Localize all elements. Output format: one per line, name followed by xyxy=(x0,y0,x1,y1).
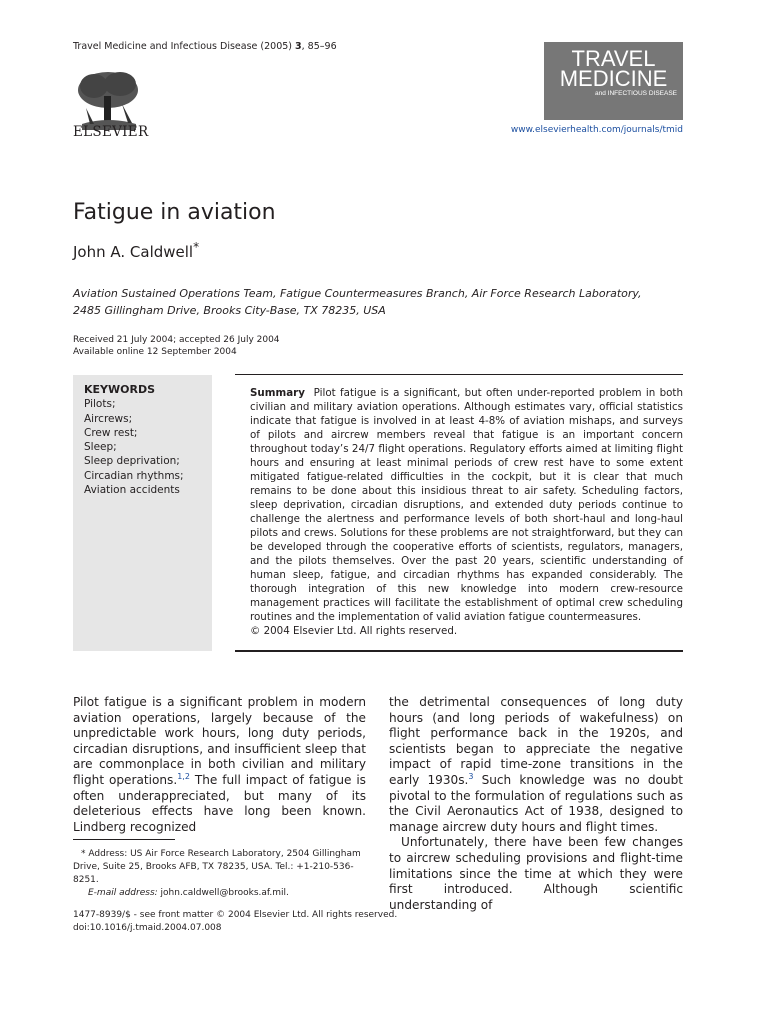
page-footer xyxy=(73,909,397,935)
journal-name: Travel Medicine and Infectious Disease (2005) xyxy=(73,41,296,52)
journal-reference xyxy=(73,41,337,52)
online-date: Available online 12 September 2004 xyxy=(73,346,237,357)
journal-logo-line2: MEDICINE xyxy=(559,66,668,91)
paragraph-text: Pilot fatigue is a significant problem in modern aviation operations, largely because of the unpredictable work hours, long duty periods, circadian disruptions, and insufficient sleep that are commonplace in both civilian and military flight operations. xyxy=(73,695,366,787)
author-text: John A. Caldwell xyxy=(73,243,194,261)
keyword-item: Circadian rhythms; xyxy=(84,469,184,482)
author-name xyxy=(73,240,199,261)
journal-logo-line1: TRAVEL xyxy=(571,46,656,71)
keyword-item: Aviation accidents xyxy=(84,484,180,497)
journal-volume: 3 xyxy=(295,41,302,52)
doi-line[interactable]: doi:10.1016/j.tmaid.2004.07.008 xyxy=(73,923,222,933)
journal-url-link[interactable]: www.elsevierhealth.com/journals/tmid xyxy=(510,125,683,135)
body-paragraph: Unfortunately, there have been few changes to aircrew scheduling provisions and flight-time limitations since the time at which they were first introduced. Although scientific understanding of xyxy=(389,835,683,912)
footnote-rule xyxy=(73,839,175,840)
summary-bottom-rule xyxy=(235,650,683,652)
affiliation xyxy=(73,286,688,319)
author-footnote-mark[interactable]: * xyxy=(193,240,200,254)
affiliation-line-2: 2485 Gillingham Drive, Brooks City-Base, TX 78235, USA xyxy=(73,303,386,317)
keyword-item: Aircrews; xyxy=(84,412,133,425)
keywords-heading: KEYWORDS xyxy=(84,383,156,396)
summary-top-rule xyxy=(235,374,683,375)
summary-label: Summary xyxy=(250,387,305,399)
keyword-item: Sleep deprivation; xyxy=(84,455,180,468)
received-date: Received 21 July 2004; accepted 26 July 2004 xyxy=(73,335,280,345)
body-paragraph xyxy=(73,695,366,835)
article-title: Fatigue in aviation xyxy=(73,200,276,225)
paragraph-text: the detrimental consequences of long duty hours (and long periods of wakefulness) on flight performance back in the 1920s, and scientists began to appreciate the negative impact of rapid time-zone transitions in the early 1930s. xyxy=(389,695,683,787)
affiliation-line-1: Aviation Sustained Operations Team, Fatigue Countermeasures Branch, Air Force Research Laboratory, xyxy=(73,287,642,300)
citation-link[interactable]: 1,2 xyxy=(177,771,190,781)
issn-line: 1477-8939/$ - see front matter © 2004 Elsevier Ltd. All rights reserved. xyxy=(73,910,398,920)
footnote-address: * Address: US Air Force Research Laboratory, 2504 Gillingham Drive, Suite 25, Brooks AFB, TX 78235, USA. Tel.: +1-210-536-8251. xyxy=(73,849,361,885)
body-column-left xyxy=(73,695,366,835)
journal-pages: , 85–96 xyxy=(301,41,337,52)
footnote-email-line xyxy=(73,887,366,900)
summary-copyright: © 2004 Elsevier Ltd. All rights reserved. xyxy=(250,625,458,637)
publisher-name: ELSEVIER xyxy=(73,124,149,140)
summary-text: Pilot fatigue is a significant, but often under-reported problem in both civilian and military aviation operations. Although estimates vary, official statistics indicate that fatigue is involved in at least 4-8% of aviation mishaps, and surveys of pilots and aircrew members reveal that fatigue is an important concern throughout today’s 24/7 flight operations. Regulatory efforts aimed at limiting flight hours and ensuring at least minimal periods of crew rest have to some extent mitigated fatigue-related difficulties in the cockpit, but it is clear that much remains to be done about this insidious threat to air safety. Scheduling factors, sleep deprivation, circadian disruptions, and extended duty periods continue to challenge the alertness and performance levels of both short-haul and long-haul pilots and crews. Solutions for these problems are not straightforward, but they can be developed through the cooperative efforts of scientists, regulators, managers, and the pilots themselves. Over the past 20 years, scientific understanding of human sleep, fatigue, and circadian rhythms has expanded considerably. The thorough integration of this new knowledge into modern crew-resource management practices will facilitate the establishment of optimal crew scheduling routines and the implementation of valid aviation fatigue countermeasures. xyxy=(250,387,683,623)
article-dates xyxy=(73,335,280,358)
body-column-right xyxy=(389,695,683,913)
journal-logo xyxy=(544,42,683,120)
keyword-item: Crew rest; xyxy=(84,426,138,439)
keyword-item: Pilots; xyxy=(84,398,116,411)
journal-logo-line3: and INFECTIOUS DISEASE xyxy=(595,90,677,97)
keyword-item: Sleep; xyxy=(84,441,117,454)
paragraph-text: Such knowledge was no doubt pivotal to the formulation of regulations such as the Civil Aeronautics Act of 1938, designed to manage aircrew duty hours and flight times. xyxy=(389,772,684,834)
email-label: E-mail address: xyxy=(88,888,158,898)
body-paragraph xyxy=(389,695,683,835)
paragraph-text: The full impact of fatigue is often underappreciated, but many of its deleterious effects have long been known. Lindberg recognized xyxy=(73,772,366,834)
keywords-box xyxy=(73,375,212,651)
citation-link[interactable]: 3 xyxy=(468,771,474,781)
email-address[interactable]: john.caldwell@brooks.af.mil. xyxy=(157,888,289,898)
summary-abstract xyxy=(250,386,683,638)
author-footnote xyxy=(73,848,366,900)
